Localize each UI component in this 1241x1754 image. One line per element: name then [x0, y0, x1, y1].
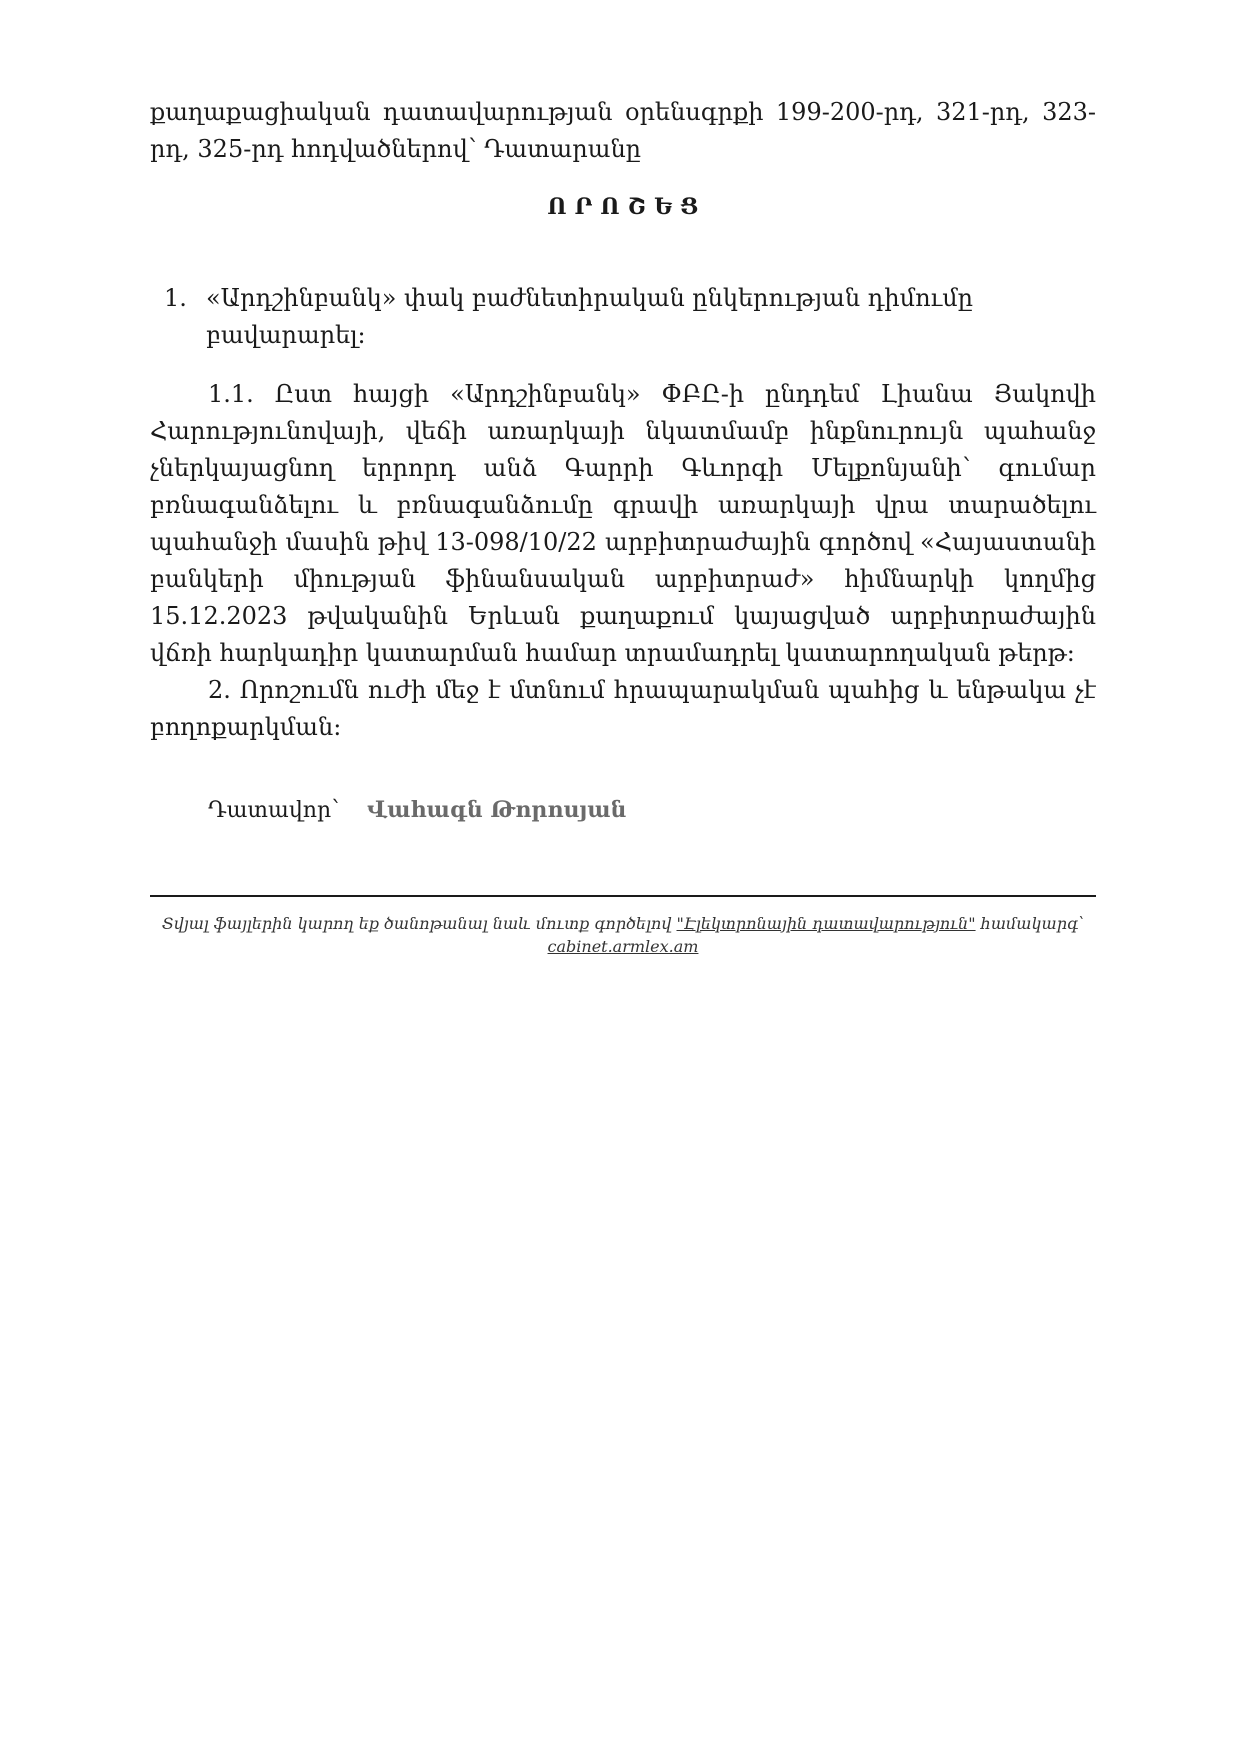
item-1-number: 1.: [164, 284, 187, 312]
intro-paragraph: քաղաքացիական դատավարության օրենսգրքի 199-200-րդ, 321-րդ, 323-րդ, 325-րդ հոդվածներով՝ Դատարանը: [150, 98, 1096, 163]
judge-signature: [150, 792, 1096, 829]
decision-title: ՈՐՈՇԵՑ: [547, 194, 707, 220]
decision-item-1: [150, 280, 1096, 354]
judge-name: Վահագն Թորոսյան: [367, 797, 627, 823]
cabinet-url-link[interactable]: cabinet.armlex.am: [547, 937, 699, 956]
document-body: [150, 94, 1096, 829]
e-justice-link[interactable]: "Էլեկտրոնային դատավարություն": [676, 914, 976, 933]
judge-label: Դատավոր՝: [208, 798, 340, 823]
footer-text-before: Տվյալ ֆայլերին կարող եք ծանոթանալ նաև մուտք գործելով: [162, 914, 677, 933]
item-1-text: «Արդշինբանկ» փակ բաժնետիրական ընկերության դիմումը բավարարել:: [206, 284, 973, 349]
footer-text-after: համակարգ՝: [975, 914, 1084, 933]
footer-divider: [150, 895, 1096, 897]
decision-item-1-1: 1.1. Ըստ հայցի «Արդշինբանկ» ՓԲԸ-ի ընդդեմ Լիանա Յակովի Հարությունովայի, վեճի առարկայի նկատմամբ ինքնուրույն պահանջ չներկայացնող երրորդ անձ Գարրի Գևորգի Մելքոնյանի՝ գումար բռնագանձելու և բռնագանձումը գրավի առարկայի վրա տարածելու պահանջի մասին թիվ 13-098/10/22 արբիտրաժային գործով «Հայաստանի բանկերի միության ֆինանսական արբիտրաժ» հիմնարկի կողմից 15.12.2023 թվականին Երևան քաղաքում կայացված արբիտրաժային վճռի հարկադիր կատարման համար տրամադրել կատարողական թերթ:: [150, 380, 1096, 667]
decision-item-2: 2. Որոշումն ուժի մեջ է մտնում հրապարակման պահից և ենթակա չէ բողոքարկման:: [150, 676, 1096, 741]
footer-note: [150, 912, 1096, 958]
